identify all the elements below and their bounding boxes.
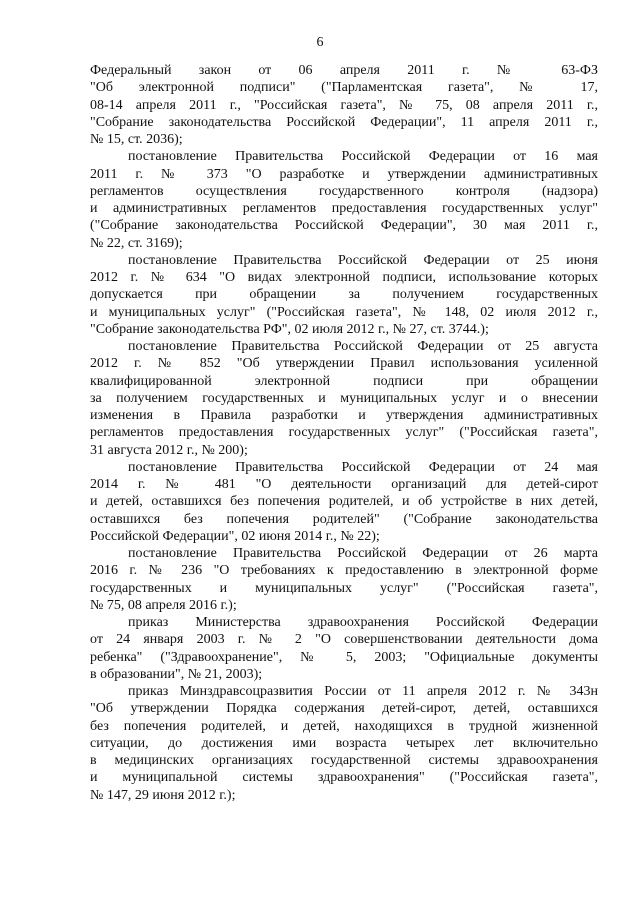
text-line: постановление Правительства Российской Федерации от 16 мая [128, 149, 598, 165]
page-number: 6 [316, 35, 324, 50]
paragraph [90, 459, 598, 545]
text-line: 2012 г. № 634 "О видах электронной подписи, использование которых [90, 270, 598, 285]
text-line: без попечения родителей, и детей, находящихся в трудной жизненной [90, 718, 598, 734]
text-line: постановление Правительства Российской Федерации от 25 августа [128, 339, 598, 354]
paragraph [90, 148, 598, 252]
text-line: оставшихся без попечения родителей" ("Собрание законодательства [90, 511, 598, 527]
text-line: приказ Министерства здравоохранения Российской Федерации [128, 615, 598, 630]
text-line: № 15, ст. 2036); [90, 132, 183, 147]
text-line: и детей, оставшихся без попечения родителей, и об устройстве в них детей, [90, 494, 598, 510]
text-line: "Собрание законодательства Российской Федерации", 11 апреля 2011 г., [90, 114, 598, 130]
text-line: регламентов осуществления государственного контроля (надзора) [90, 183, 598, 199]
text-line: ситуации, до достижения ими возраста четырех лет включительно [90, 735, 598, 751]
paragraph [90, 252, 598, 338]
text-line: постановление Правительства Российской Федерации от 25 июня [128, 252, 598, 268]
text-line: 2011 г. № 373 "О разработке и утверждении административных [90, 166, 598, 182]
text-line: № 22, ст. 3169); [90, 235, 183, 251]
text-line: допускается при обращении за получением государственных [90, 287, 598, 303]
text-line: № 75, 08 апреля 2016 г.); [90, 597, 237, 613]
text-line: государственных и муниципальных услуг" ("Российская газета", [90, 580, 598, 596]
paragraph [90, 683, 598, 804]
text-line: 08-14 апреля 2011 г., "Российская газета", № 75, 08 апреля 2011 г., [90, 97, 598, 113]
text-line: за получением государственных и муниципальных услуг и о внесении [90, 390, 598, 406]
text-line: "Собрание законодательства РФ", 02 июля 2012 г., № 27, ст. 3744.); [90, 321, 489, 337]
paragraph [90, 62, 598, 148]
text-line: квалифицированной электронной подписи при обращении [90, 373, 598, 389]
text-line: ребенка" ("Здравоохранение", № 5, 2003; "Официальные документы [90, 649, 598, 665]
text-line: ("Собрание законодательства Российской Федерации", 30 мая 2011 г., [90, 218, 598, 234]
text-line: постановление Правительства Российской Федерации от 26 марта [128, 546, 598, 561]
paragraph [90, 614, 598, 683]
text-line: постановление Правительства Российской Федерации от 24 мая [128, 459, 598, 475]
text-line: от 24 января 2003 г. № 2 "О совершенствовании деятельности дома [90, 632, 598, 648]
text-line: Российской Федерации", 02 июня 2014 г., № 22); [90, 528, 380, 544]
text-line: Федеральный закон от 06 апреля 2011 г. № 63-ФЗ [90, 63, 598, 78]
text-line: и муниципальной системы здравоохранения" ("Российская газета", [90, 770, 598, 786]
text-line: в образовании", № 21, 2003); [90, 666, 263, 682]
text-line: приказ Минздравсоцразвития России от 11 апреля 2012 г. № 343н [128, 684, 598, 699]
text-line: и административных регламентов предоставления государственных услуг" [90, 201, 598, 216]
text-line: 31 августа 2012 г., № 200); [90, 442, 248, 458]
text-line: "Об электронной подписи" ("Парламентская газета", № 17, [90, 80, 598, 96]
paragraph [90, 338, 598, 459]
text-line: № 147, 29 июня 2012 г.); [90, 787, 236, 803]
document-body [90, 62, 598, 804]
text-line: в медицинских организациях государственной системы здравоохранения [90, 753, 598, 768]
text-line: "Об утверждении Порядка содержания детей-сирот, детей, оставшихся [90, 701, 598, 717]
text-line: регламентов предоставления государственных услуг" ("Российская газета", [90, 425, 598, 441]
text-line: 2014 г. № 481 "О деятельности организаций для детей-сирот [90, 477, 598, 492]
text-line: и муниципальных услуг" ("Российская газета", № 148, 02 июля 2012 г., [90, 304, 598, 320]
text-line: 2012 г. № 852 "Об утверждении Правил использования усиленной [90, 356, 598, 372]
text-line: изменения в Правила разработки и утверждения административных [90, 408, 598, 423]
paragraph [90, 545, 598, 614]
text-line: 2016 г. № 236 "О требованиях к предоставлению в электронной форме [90, 563, 598, 579]
